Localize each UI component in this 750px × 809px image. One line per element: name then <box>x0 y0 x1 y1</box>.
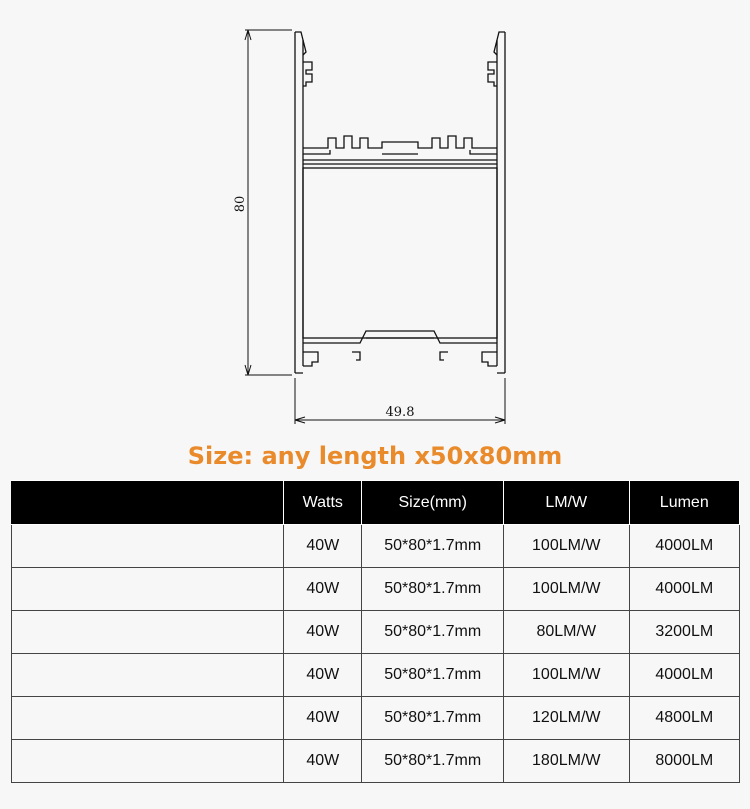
upper-web <box>303 136 497 148</box>
cell-watts: 40W <box>284 611 362 654</box>
cell-lmw: 100LM/W <box>504 654 630 697</box>
inner-chamber <box>303 168 497 338</box>
cell-lmw: 100LM/W <box>504 568 630 611</box>
height-dimension-label: 80 <box>233 195 248 213</box>
cell-model <box>12 611 284 654</box>
left-top-lip <box>295 32 306 55</box>
cell-lumen: 4000LM <box>629 654 739 697</box>
cell-size: 50*80*1.7mm <box>362 525 504 568</box>
right-upper-clip <box>488 62 497 86</box>
cell-size: 50*80*1.7mm <box>362 740 504 783</box>
table-header-row <box>12 481 740 525</box>
cell-lumen: 4000LM <box>629 525 739 568</box>
right-wall <box>497 32 505 373</box>
table-row <box>12 654 740 697</box>
header-lmw: LM/W <box>504 481 630 525</box>
cell-lumen: 3200LM <box>629 611 739 654</box>
cell-watts: 40W <box>284 697 362 740</box>
table-row <box>12 525 740 568</box>
cell-lumen: 8000LM <box>629 740 739 783</box>
cell-lmw: 120LM/W <box>504 697 630 740</box>
header-watts: Watts <box>284 481 362 525</box>
cell-model <box>12 525 284 568</box>
cell-lmw: 80LM/W <box>504 611 630 654</box>
cell-model <box>12 697 284 740</box>
lower-clips <box>303 338 497 366</box>
header-blank <box>12 481 284 525</box>
cell-model <box>12 654 284 697</box>
left-upper-clip <box>303 62 312 86</box>
left-wall <box>295 32 303 373</box>
cell-model <box>12 568 284 611</box>
spec-table <box>11 480 740 783</box>
cell-watts: 40W <box>284 568 362 611</box>
header-size: Size(mm) <box>362 481 504 525</box>
upper-channel <box>303 150 497 160</box>
cell-size: 50*80*1.7mm <box>362 611 504 654</box>
cell-lmw: 180LM/W <box>504 740 630 783</box>
cell-watts: 40W <box>284 740 362 783</box>
cell-lumen: 4000LM <box>629 568 739 611</box>
size-caption: Size: any length x50x80mm <box>187 442 563 470</box>
header-lumen: Lumen <box>629 481 739 525</box>
width-dimension-label: 49.8 <box>385 405 415 420</box>
cell-watts: 40W <box>284 654 362 697</box>
cell-lmw: 100LM/W <box>504 525 630 568</box>
table-row <box>12 568 740 611</box>
table-row <box>12 611 740 654</box>
table-row <box>12 740 740 783</box>
cell-size: 50*80*1.7mm <box>362 697 504 740</box>
cell-size: 50*80*1.7mm <box>362 654 504 697</box>
lower-web <box>303 331 497 343</box>
cell-watts: 40W <box>284 525 362 568</box>
table-row <box>12 697 740 740</box>
cell-size: 50*80*1.7mm <box>362 568 504 611</box>
cell-lumen: 4800LM <box>629 697 739 740</box>
cell-model <box>12 740 284 783</box>
right-top-lip <box>494 32 505 55</box>
